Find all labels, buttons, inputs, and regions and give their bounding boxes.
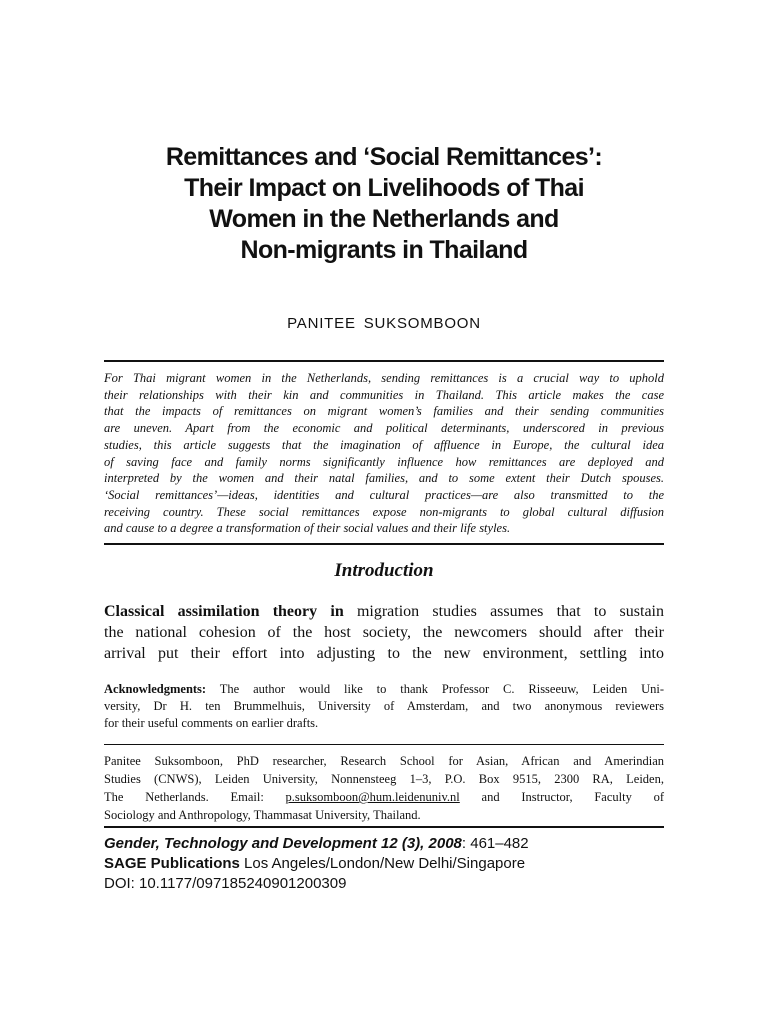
title-line: Women in the Netherlands and [209, 205, 559, 233]
footer-rule [104, 826, 664, 828]
abstract-line: of saving face and family norms significantly influence how remittances are deployed and [104, 454, 664, 469]
acknowledgments [104, 681, 664, 732]
lead-in: Classical assimilation theory in [104, 603, 344, 620]
title-line: Their Impact on Livelihoods of Thai [184, 174, 584, 202]
abstract-line: receiving country. These social remittances expose non-migrants to global cultural diffusion [104, 504, 664, 519]
author-affiliation [104, 752, 664, 824]
email-link[interactable]: p.suksomboon@hum.leidenuniv.nl [285, 790, 460, 804]
affil-line: Studies (CNWS), Leiden University, Nonnensteeg 1–3, P.O. Box 9515, 2300 RA, Leiden, [104, 772, 664, 786]
abstract-line: studies, this article suggests that the imagination of affluence in Europe, the cultural idea [104, 437, 664, 452]
ack-line: versity, Dr H. ten Brummelhuis, University of Amsterdam, and two anonymous reviewers [104, 699, 664, 713]
body-text-span: migration studies assumes that to sustain [343, 603, 664, 620]
doi: DOI: 10.1177/097185240901200309 [104, 875, 347, 892]
abstract-line: their relationships with their kin and communities in Thailand. This article makes the case [104, 387, 664, 402]
author-name: PANITEE SUKSOMBOON [287, 315, 481, 332]
page-range: : 461–482 [461, 835, 529, 852]
section-heading: Introduction [334, 560, 434, 581]
body-line [104, 601, 664, 622]
abstract-line: that the impacts of remittances on migrant women’s families and their sending communities [104, 404, 664, 419]
affil-line: Sociology and Anthropology, Thammasat University, Thailand. [104, 808, 421, 822]
publisher-name: SAGE Publications [104, 855, 240, 872]
article-title [100, 142, 668, 266]
journal-footer [104, 834, 664, 894]
journal-citation: Gender, Technology and Development 12 (3), 2008 [104, 835, 462, 852]
affiliation-rule [104, 744, 664, 745]
abstract-top-rule [104, 360, 664, 362]
body-paragraph [104, 601, 664, 664]
title-line: Non-migrants in Thailand [240, 236, 528, 264]
abstract-line: For Thai migrant women in the Netherlands, sending remittances is a crucial way to uphold [104, 371, 664, 385]
footer-line [104, 834, 664, 854]
body-line: the national cohesion of the host society, the newcomers should after their [104, 624, 664, 641]
abstract-bottom-rule [104, 543, 664, 545]
footer-line [104, 854, 664, 874]
ack-text-span: The author would like to thank Professor C. Risseeuw, Leiden Uni- [206, 682, 664, 696]
abstract [104, 370, 664, 537]
ack-line [104, 681, 664, 698]
ack-label: Acknowledgments: [104, 682, 207, 696]
affil-line: Panitee Suksomboon, PhD researcher, Research School for Asian, African and Amerindian [104, 754, 664, 768]
affil-text-span: The Netherlands. Email: [104, 790, 286, 804]
title-line: Remittances and ‘Social Remittances’: [165, 143, 603, 171]
abstract-line: ‘Social remittances’—ideas, identities and cultural practices—are also transmitted to the [104, 487, 664, 502]
abstract-line: are uneven. Apart from the economic and political determinants, underscored in previous [104, 421, 664, 436]
publisher-locations: Los Angeles/London/New Delhi/Singapore [239, 855, 526, 872]
body-line: arrival put their effort into adjusting to the new environment, settling into [104, 645, 664, 662]
abstract-line: interpreted by the women and their natal families, and to some extent their Dutch spouses. [104, 471, 664, 486]
abstract-line: and cause to a degree a transformation of their social values and their life styles. [104, 521, 511, 536]
affil-line [104, 788, 664, 806]
ack-line: for their useful comments on earlier drafts. [104, 716, 319, 730]
affil-text-span: and Instructor, Faculty of [459, 790, 664, 804]
